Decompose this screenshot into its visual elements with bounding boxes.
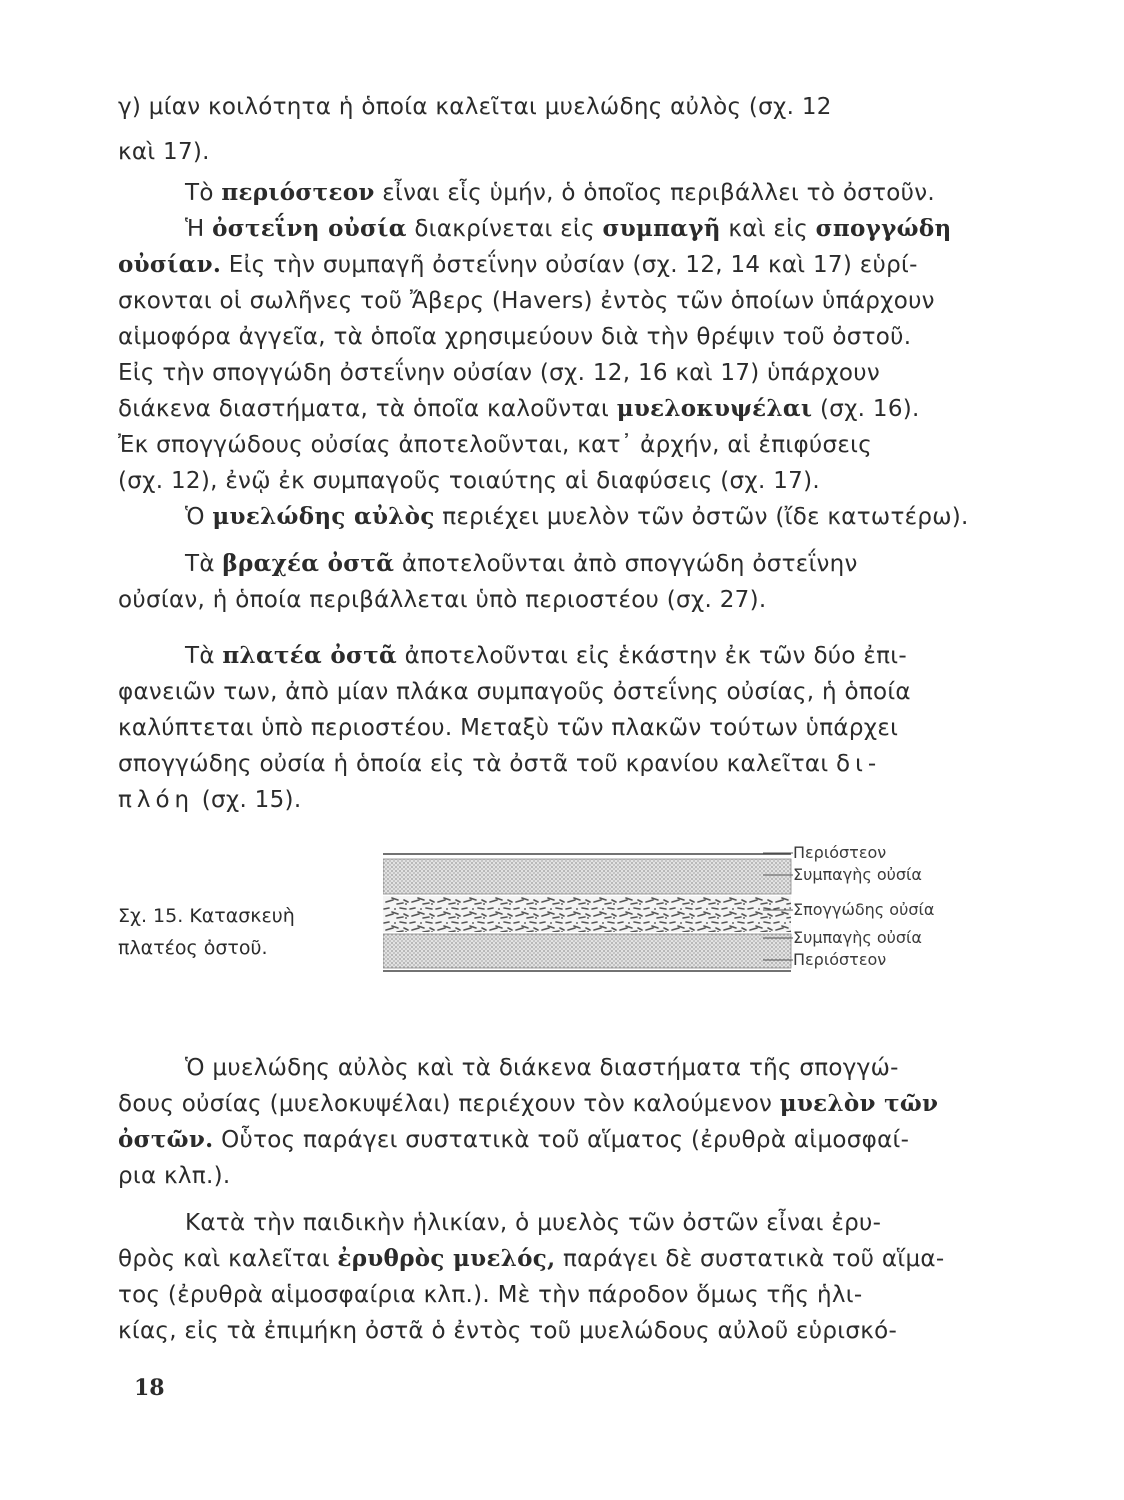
bold-term: βραχέα ὀστᾶ: [222, 550, 395, 577]
text-span: διακρίνεται εἰς: [406, 216, 603, 242]
text-span: δους οὐσίας (μυελοκυψέλαι) περιέχουν τὸν καλούμενον: [118, 1091, 780, 1117]
label-compact-substance: Συμπαγὴς οὐσία: [793, 928, 922, 947]
text-span: Ὁ: [185, 504, 213, 530]
text-span: Τὰ: [185, 551, 223, 577]
text-line: ρια κλπ.).: [118, 1163, 231, 1189]
text-span: Εἰς τὴν συμπαγῆ ὀστεΐνην οὐσίαν (σχ. 12, 14 καὶ 17) εὑρί-: [221, 252, 918, 278]
bold-term: μυελοκυψέλαι: [616, 395, 813, 422]
text-line: [118, 1125, 963, 1155]
text-span: εἶναι εἷς ὑμήν, ὁ ὁποῖος περιβάλλει τὸ ὀστοῦν.: [374, 180, 935, 206]
text-line: [185, 641, 1030, 671]
bold-term: ἐρυθρὸς μυελός,: [337, 1245, 556, 1272]
compact-layer-bottom: [383, 934, 791, 968]
text-line: Ἐκ σπογγώδους οὐσίας ἀποτελοῦνται, κατ᾽ ἀρχήν, αἱ ἐπιφύσεις: [118, 432, 873, 458]
text-line: τος (ἐρυθρὰ αἱμοσφαίρια κλπ.). Μὲ τὴν πάροδον ὅμως τῆς ἡλι-: [118, 1282, 863, 1308]
text-line: [118, 1244, 963, 1274]
text-span: παράγει δὲ συστατικὰ τοῦ αἵμα-: [555, 1246, 945, 1272]
caption-line: Σχ. 15. Κατασκευὴ: [118, 905, 295, 927]
text-line: Εἰς τὴν σπογγώδη ὀστεΐνην οὐσίαν (σχ. 12, 16 καὶ 17) ὑπάρχουν: [118, 360, 881, 386]
text-line: [185, 549, 1030, 579]
text-span: θρὸς καὶ καλεῖται: [118, 1246, 338, 1272]
bold-term: μυελὸν τῶν: [779, 1090, 939, 1117]
text-line: [118, 250, 963, 280]
page-number: 18: [134, 1375, 165, 1401]
spaced-term: δι-: [836, 751, 882, 777]
text-line: κίας, εἰς τὰ ἐπιμήκη ὀστᾶ ὁ ἐντὸς τοῦ μυελώδους αὐλοῦ εὑρισκό-: [118, 1318, 898, 1344]
text-line: [185, 502, 1030, 532]
spongy-layer: [383, 896, 791, 932]
text-line: Ὁ μυελώδης αὐλὸς καὶ τὰ διάκενα διαστήματα τῆς σπογγώ-: [185, 1055, 899, 1081]
text-line: [118, 749, 963, 779]
bold-term: συμπαγῆ: [602, 215, 721, 242]
label-spongy-substance: Σπογγώδης οὐσία: [793, 900, 935, 919]
text-line: αἱμοφόρα ἀγγεῖα, τὰ ὁποῖα χρησιμεύουν διὰ τὴν θρέψιν τοῦ ὀστοῦ.: [118, 324, 912, 350]
text-line: καὶ 17).: [118, 139, 210, 165]
text-line: [118, 394, 963, 424]
text-span: σπογγώδης οὐσία ἡ ὁποία εἰς τὰ ὀστᾶ τοῦ κρανίου καλεῖται: [118, 751, 837, 777]
text-line: [118, 1089, 963, 1119]
label-periosteum: Περιόστεον: [793, 950, 887, 969]
compact-layer-top: [383, 859, 791, 894]
text-line: οὐσίαν, ἡ ὁποία περιβάλλεται ὑπὸ περιοστέου (σχ. 27).: [118, 587, 767, 613]
spaced-term: πλόη: [118, 787, 195, 813]
text-span: Τὸ: [185, 180, 222, 206]
bold-term: πλατέα ὀστᾶ: [222, 642, 398, 669]
caption-line: πλατέος ὀστοῦ.: [118, 937, 268, 959]
text-span: ἀποτελοῦνται ἀπὸ σπογγώδη ὀστεΐνην: [394, 551, 858, 577]
bold-term: ὀστεΐνη οὐσία: [212, 215, 407, 242]
bold-term: ὀστῶν.: [118, 1126, 214, 1153]
bold-term: περιόστεον: [221, 179, 375, 206]
text-line: [185, 178, 1030, 208]
text-line: γ) μίαν κοιλότητα ἡ ὁποία καλεῖται μυελώδης αὐλὸς (σχ. 12: [118, 94, 832, 120]
text-span: (σχ. 15).: [194, 787, 302, 813]
text-span: περιέχει μυελὸν τῶν ὀστῶν (ἴδε κατωτέρω).: [434, 504, 969, 530]
text-line: φανειῶν των, ἀπὸ μίαν πλάκα συμπαγοῦς ὀστεΐνης οὐσίας, ἡ ὁποία: [118, 679, 911, 705]
bold-term: οὐσίαν.: [118, 251, 222, 278]
text-line: (σχ. 12), ἐνῷ ἐκ συμπαγοῦς τοιαύτης αἱ διαφύσεις (σχ. 17).: [118, 468, 820, 494]
text-line: καλύπτεται ὑπὸ περιοστέου. Μεταξὺ τῶν πλακῶν τούτων ὑπάρχει: [118, 715, 899, 741]
text-span: Οὗτος παράγει συστατικὰ τοῦ αἵματος (ἐρυθρὰ αἱμοσφαί-: [213, 1127, 910, 1153]
figure-caption: [118, 900, 295, 964]
text-span: Ἡ: [185, 216, 213, 242]
flat-bone-diagram: [383, 850, 803, 975]
label-compact-substance: Συμπαγὴς οὐσία: [793, 865, 922, 884]
text-line: Κατὰ τὴν παιδικὴν ἡλικίαν, ὁ μυελὸς τῶν ὀστῶν εἶναι ἐρυ-: [185, 1210, 882, 1236]
text-span: καὶ εἰς: [720, 216, 816, 242]
text-span: Τὰ: [185, 643, 223, 669]
text-line: [185, 214, 1030, 244]
text-span: ἀποτελοῦνται εἰς ἑκάστην ἐκ τῶν δύο ἐπι-: [397, 643, 907, 669]
text-span: διάκενα διαστήματα, τὰ ὁποῖα καλοῦνται: [118, 396, 617, 422]
bold-term: σπογγώδη: [815, 215, 952, 242]
text-line: σκονται οἱ σωλῆνες τοῦ Ἄβερς (Havers) ἐντὸς τῶν ὁποίων ὑπάρχουν: [118, 288, 935, 314]
bold-term: μυελώδης αὐλὸς: [212, 503, 435, 530]
text-line: [118, 785, 963, 815]
text-span: (σχ. 16).: [812, 396, 920, 422]
label-periosteum: Περιόστεον: [793, 843, 887, 862]
